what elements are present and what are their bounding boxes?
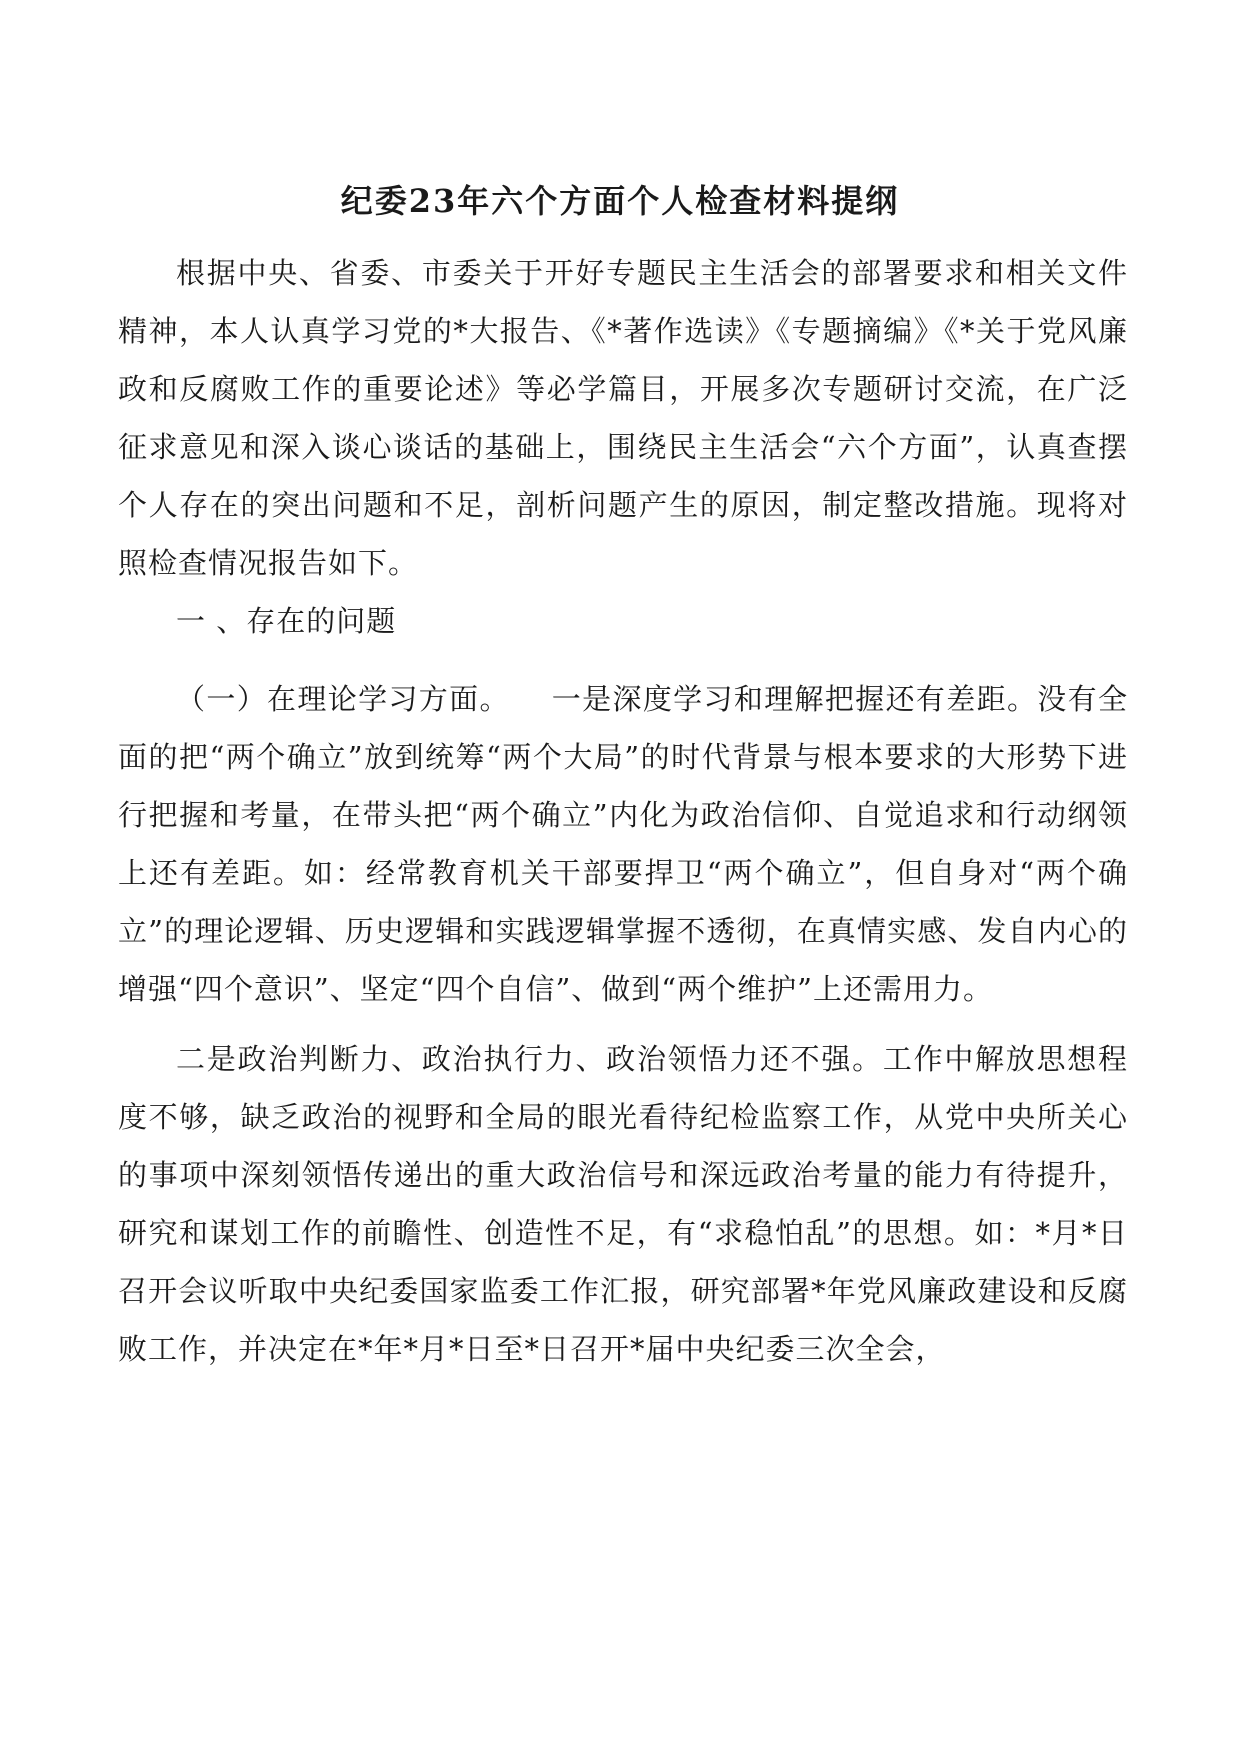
subsection-lead: （一）在理论学习方面。 (176, 682, 510, 716)
section-heading: 一 、存在的问题 (176, 604, 397, 638)
point-one-paragraph (118, 670, 1128, 1018)
point-one-text: 一是深度学习和理解把握还有差距。没有全面的把“两个确立”放到统筹“两个大局”的时代背景与根本要求的大形势下进行把握和考量，在带头把“两个确立”内化为政治信仰、自觉追求和行动纲领上还有差距。如：经常教育机关干部要捍卫“两个确立”，但自身对“两个确立”的理论逻辑、历史逻辑和实践逻辑掌握不透彻，在真情实感、发自内心的增强“四个意识”、坚定“四个自信”、做到“两个维护”上还需用力。 (118, 682, 1128, 1006)
document-title: 纪委23年六个方面个人检查材料提纲 (340, 182, 900, 220)
point-two-paragraph: 二是政治判断力、政治执行力、政治领悟力还不强。工作中解放思想程度不够，缺乏政治的视野和全局的眼光看待纪检监察工作，从党中央所关心的事项中深刻领悟传递出的重大政治信号和深远政治考量的能力有待提升，研究和谋划工作的前瞻性、创造性不足，有“求稳怕乱”的思想。如：*月*日召开会议听取中央纪委国家监委工作汇报，研究部署*年党风廉政建设和反腐败工作，并决定在*年*月*日至*日召开*届中央纪委三次全会， (118, 1042, 1128, 1366)
document-body (118, 244, 1128, 1378)
intro-paragraph: 根据中央、省委、市委关于开好专题民主生活会的部署要求和相关文件精神，本人认真学习党的*大报告、《*著作选读》《专题摘编》《*关于党风廉政和反腐败工作的重要论述》等必学篇目，开展多次专题研讨交流，在广泛征求意见和深入谈心谈话的基础上，围绕民主生活会“六个方面”，认真查摆个人存在的突出问题和不足，剖析问题产生的原因，制定整改措施。现将对照检查情况报告如下。 (118, 256, 1128, 580)
